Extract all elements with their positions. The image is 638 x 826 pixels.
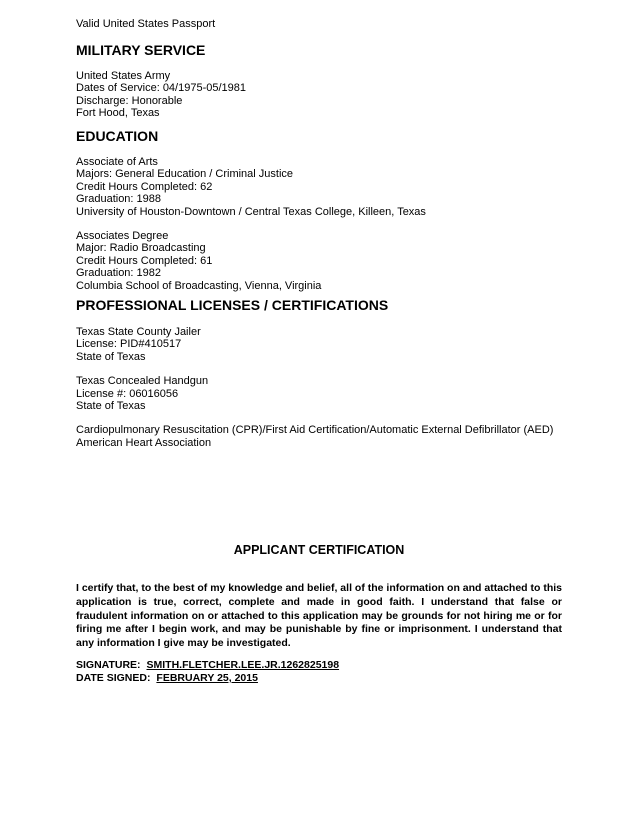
signature-block [76, 659, 339, 685]
signature-row [76, 659, 339, 672]
military-line: United States Army [76, 70, 171, 82]
license-line: Texas Concealed Handgun [76, 375, 209, 388]
license-line: American Heart Association [76, 436, 212, 449]
licenses-section [76, 297, 566, 449]
education-line: Graduation: 1982 [76, 267, 162, 280]
education-line: Credit Hours Completed: 61 [76, 254, 213, 267]
certification-title: APPLICANT CERTIFICATION [233, 543, 405, 557]
license-block-cpr [76, 424, 566, 449]
military-section [76, 42, 566, 120]
license-block-handgun [76, 375, 566, 412]
licenses-heading: PROFESSIONAL LICENSES / CERTIFICATIONS [76, 297, 389, 313]
education-line: University of Houston-Downtown / Central Texas College, Killeen, Texas [76, 205, 426, 218]
signature-value: SMITH.FLETCHER.LEE.JR.1262825198 [146, 659, 340, 671]
military-heading: MILITARY SERVICE [76, 42, 206, 58]
military-line: Discharge: Honorable [76, 94, 183, 107]
military-line: Fort Hood, Texas [76, 107, 160, 120]
education-line: Associate of Arts [76, 156, 158, 168]
passport-line: Valid United States Passport [76, 18, 216, 30]
military-line: Dates of Service: 04/1975-05/1981 [76, 82, 247, 95]
education-line: Majors: General Education / Criminal Justice [76, 168, 294, 181]
license-line: License: PID#410517 [76, 338, 182, 351]
education-line: Credit Hours Completed: 62 [76, 180, 213, 193]
license-line: Texas State County Jailer [76, 326, 201, 338]
license-line: License #: 06016056 [76, 387, 179, 400]
military-details [76, 70, 566, 120]
date-signed-value: FEBRUARY 25, 2015 [156, 672, 258, 684]
education-block-associates-degree [76, 230, 566, 292]
signature-label: SIGNATURE: [76, 659, 141, 671]
certification-paragraph: I certify that, to the best of my knowledge and belief, all of the information on and attached to this application is true, correct, complete and made in good faith. I understand that false or fraudulent information on or attached to this application may be grounds for not hiring me or for firing me after I begin work, and may be punishable by fine or imprisonment. I understand that any information I give may be investigated. [76, 582, 562, 650]
date-signed-row [76, 672, 339, 685]
education-block-associate-of-arts [76, 156, 566, 218]
license-line: State of Texas [76, 400, 146, 413]
education-line: Columbia School of Broadcasting, Vienna, Virginia [76, 279, 322, 292]
date-signed-label: DATE SIGNED: [76, 672, 151, 684]
license-line: Cardiopulmonary Resuscitation (CPR)/First Aid Certification/Automatic External Defibrillator (AED) [76, 424, 554, 437]
education-line: Graduation: 1988 [76, 193, 162, 206]
education-heading: EDUCATION [76, 128, 159, 144]
education-line: Associates Degree [76, 230, 169, 243]
education-section [76, 128, 566, 292]
license-block-jailer [76, 326, 566, 363]
license-line: State of Texas [76, 350, 146, 363]
education-line: Major: Radio Broadcasting [76, 242, 206, 255]
